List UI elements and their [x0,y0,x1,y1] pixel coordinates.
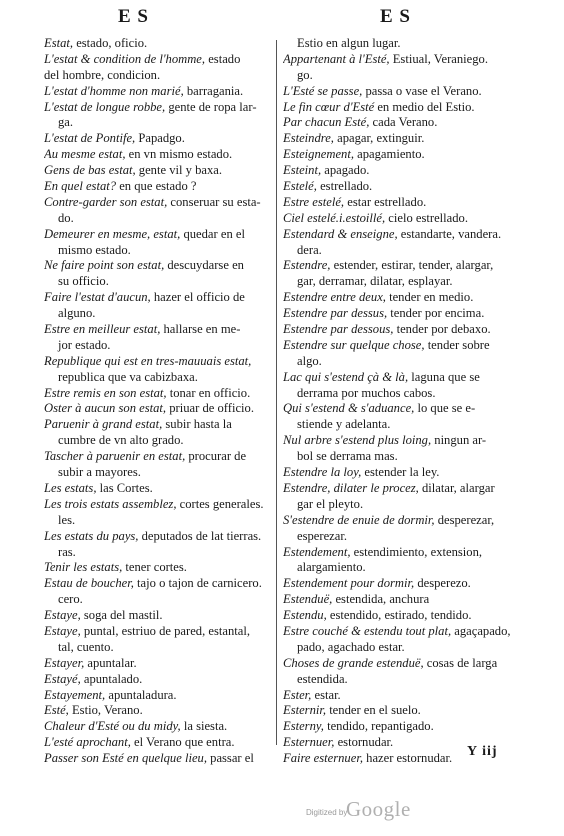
translation: estado, oficio. [76,36,148,50]
dictionary-line [44,640,270,656]
headword: Estaye, [44,608,84,623]
headword: S'estendre de enuie de dormir, [283,512,438,527]
dictionary-line [283,131,525,147]
translation: conseruar su esta- [170,194,261,209]
headword: Esteindre, [283,131,338,146]
translation: tendido, repantigado. [327,719,434,734]
dictionary-line [44,322,270,338]
translation: go. [297,67,313,82]
dictionary-line [283,115,525,131]
translation: lo que se e- [417,401,476,416]
dictionary-line [283,576,525,592]
translation: estendida. [297,671,348,686]
dictionary-line [44,274,270,290]
translation: priuar de officio. [169,401,254,416]
translation: estandarte, vandera. [400,226,502,241]
translation: del hombre, condicion. [44,67,161,82]
translation: estar estrellado. [347,194,427,209]
headword: Tenir les estats, [44,560,126,575]
headword: Appartenant à l'Esté, [283,51,393,66]
dictionary-line [44,338,270,354]
headword: Estendu, [283,608,330,623]
dictionary-line [283,258,525,274]
translation: estendido, estirado, tendido. [329,608,472,623]
translation: gente vil y baxa. [138,163,223,178]
translation: deputados de lat tierras. [141,528,262,543]
translation: estendida, anchura [335,592,430,607]
headword: Ester, [283,687,315,702]
translation: tender sobre [427,337,490,352]
translation: subir hasta la [165,417,232,432]
translation: republica que va cabizbaxa. [58,369,198,384]
translation: laguna que se [411,369,480,384]
headword: Esteignement, [283,147,358,162]
headword: L'estat de longue robbe, [44,99,169,114]
dictionary-line [44,688,270,704]
headword: Estendre par dessus, [283,306,391,321]
dictionary-line [283,624,525,640]
translation: passar el [210,751,254,766]
dictionary-line [44,401,270,417]
translation: tal, cuento. [58,639,114,654]
headword: Esteint, [283,163,325,178]
headword: Nul arbre s'estend plus loing, [283,433,435,448]
dictionary-line [283,370,525,386]
dictionary-line [283,703,525,719]
dictionary-line [283,560,525,576]
dictionary-line [44,497,270,513]
translation: en medio del Estio. [377,99,475,114]
dictionary-line [44,306,270,322]
dictionary-line [283,465,525,481]
dictionary-line [44,354,270,370]
headword: Estendement, [283,544,354,559]
dictionary-line [44,624,270,640]
headword: Les estats, [44,480,100,495]
dictionary-line [44,115,270,131]
translation: apuntalado. [83,671,143,686]
dictionary-line [283,243,525,259]
translation: estado [208,51,241,66]
translation: algo. [297,353,322,368]
translation: desperezo. [417,576,471,591]
dictionary-line [283,52,525,68]
dictionary-line [283,147,525,163]
translation: mismo estado. [58,242,131,257]
headword: Estayé, [44,671,84,686]
headword: Estre en meilleur estat, [44,322,164,337]
dictionary-line [44,227,270,243]
dictionary-line [44,592,270,608]
headword: Estayer, [44,655,88,670]
translation: cada Verano. [372,115,438,130]
right-column [283,36,525,767]
translation: las Cortes. [99,480,153,495]
translation: apagado. [324,163,370,178]
translation: hallarse en me- [163,322,241,337]
translation: hazer el officio de [153,290,245,305]
dictionary-line [44,529,270,545]
headword: Estendre la loy, [283,465,365,480]
running-head-left: E S [118,6,149,27]
headword: Faire l'estat d'aucun, [44,290,154,305]
dictionary-line [44,656,270,672]
translation: soga del mastil. [83,608,163,623]
dictionary-line [283,290,525,306]
translation: dera. [297,242,322,257]
dictionary-line [44,608,270,624]
headword: Par chacun Esté, [283,115,373,130]
translation: estendimiento, extension, [353,544,483,559]
translation: Papadgo. [138,131,185,146]
translation: pado, agachado estar. [297,639,405,654]
translation: en que estado ? [119,179,197,194]
dictionary-line [44,481,270,497]
dictionary-line [44,386,270,402]
dictionary-line [44,417,270,433]
headword: Estelé, [283,179,321,194]
dictionary-line [283,672,525,688]
translation: jor estado. [58,337,111,352]
dictionary-line [283,100,525,116]
translation: en vn mismo estado. [128,147,233,162]
headword: Au mesme estat, [44,147,129,162]
translation: esperezar. [297,528,347,543]
headword: Estre remis en son estat, [44,385,170,400]
headword: Oster à aucun son estat, [44,401,170,416]
dictionary-line [283,497,525,513]
dictionary-line [283,179,525,195]
headword: Passer son Esté en quelque lieu, [44,751,211,766]
translation: passa o vase el Verano. [365,83,482,98]
translation: el Verano que entra. [134,735,235,750]
translation: hazer estornudar. [366,751,453,766]
headword: Esté, [44,703,72,718]
translation: su officio. [58,274,109,289]
translation: ga. [58,115,74,130]
dictionary-line [283,529,525,545]
headword: Estendre entre deux, [283,290,390,305]
dictionary-line [283,513,525,529]
headword: Estendre par dessous, [283,322,397,337]
translation: cumbre de vn alto grado. [58,433,184,448]
dictionary-line [283,481,525,497]
translation: apagar, extinguir. [337,131,425,146]
dictionary-line [44,513,270,529]
translation: tajo o tajon de carnicero. [137,576,262,591]
left-column [44,36,270,767]
headword: Estendre, [283,258,334,273]
headword: L'estat & condition de l'homme, [44,51,209,66]
headword: Les trois estats assemblez, [44,496,180,511]
translation: descuydarse en [167,258,244,273]
signature-mark: Y iij [467,744,498,759]
translation: apagamiento. [357,147,425,162]
translation: agaçapado, [454,623,511,638]
dictionary-line [283,386,525,402]
dictionary-line [44,36,270,52]
headword: Estat, [44,36,77,50]
headword: Gens de bas estat, [44,163,139,178]
dictionary-line [283,163,525,179]
headword: Lac qui s'estend çà & là, [283,369,412,384]
translation: tender por debaxo. [396,322,491,337]
translation: desperezar, [437,512,495,527]
headword: Esternir, [283,703,330,718]
headword: Ne faire point son estat, [44,258,168,273]
dictionary-line [44,735,270,751]
dictionary-line [283,640,525,656]
translation: tender en medio. [389,290,474,305]
translation: estrellado. [320,179,373,194]
dictionary-line [283,656,525,672]
headword: Estre estelé, [283,194,348,209]
translation: subir a mayores. [58,465,141,480]
dictionary-line [283,417,525,433]
translation: ningun ar- [434,433,487,448]
headword: Les estats du pays, [44,528,142,543]
dictionary-line [283,274,525,290]
translation: gar, derramar, dilatar, esplayar. [297,274,453,289]
dictionary-line [44,751,270,767]
headword: Estendre sur quelque chose, [283,337,428,352]
dictionary-line [44,84,270,100]
dictionary-line [44,465,270,481]
running-head-right: E S [380,6,411,27]
dictionary-line [44,131,270,147]
translation: la siesta. [183,719,228,734]
translation: estender la ley. [364,465,440,480]
dictionary-line [283,449,525,465]
translation: tener cortes. [125,560,187,575]
dictionary-line [44,560,270,576]
translation: apuntalar. [87,655,137,670]
translation: alguno. [58,306,96,321]
translation: cortes generales. [179,496,264,511]
translation: cosas de larga [426,655,498,670]
translation: dilatar, alargar [421,480,495,495]
dictionary-line [44,433,270,449]
headword: Estayement, [44,687,109,702]
dictionary-line [44,195,270,211]
dictionary-line [44,449,270,465]
translation: gente de ropa lar- [168,99,257,114]
dictionary-line [283,227,525,243]
dictionary-line [44,290,270,306]
dictionary-line [283,719,525,735]
dictionary-line [44,703,270,719]
page-header [0,6,564,36]
headword: Estendre, dilater le procez, [283,480,422,495]
headword: Estre couché & estendu tout plat, [283,623,455,638]
translation: cero. [58,592,83,607]
translation: procurar de [188,449,247,464]
dictionary-line [44,163,270,179]
headword: L'estat d'homme non marié, [44,83,187,98]
translation: tonar en officio. [169,385,251,400]
translation: les. [58,512,76,527]
headword: Qui s'estend & s'aduance, [283,401,418,416]
dictionary-line [44,719,270,735]
dictionary-line [283,401,525,417]
translation: estender, estirar, tender, alargar, [333,258,494,273]
dictionary-line [44,258,270,274]
headword: Choses de grande estenduë, [283,655,427,670]
digitized-by-label: Digitized by [306,808,348,817]
dictionary-line [283,322,525,338]
dictionary-line [44,576,270,592]
translation: Estio en algun lugar. [297,36,401,50]
translation: gar el pleyto. [297,496,364,511]
headword: Faire esternuer, [283,751,367,766]
headword: L'Esté se passe, [283,83,366,98]
column-divider [276,40,277,745]
headword: En quel estat? [44,179,120,194]
translation: stiende y adelanta. [297,417,391,432]
dictionary-line [283,545,525,561]
translation: derrama por muchos cabos. [297,385,436,400]
translation: quedar en el [183,226,245,241]
headword: Estendement pour dormir, [283,576,418,591]
headword: Esternuer, [283,735,338,750]
translation: estornudar. [337,735,394,750]
dictionary-line [283,211,525,227]
translation: tender en el suelo. [329,703,421,718]
dictionary-line [283,608,525,624]
headword: Estendard & enseigne, [283,226,401,241]
dictionary-line [283,36,525,52]
translation: Estio, Verano. [71,703,143,718]
headword: L'esté aprochant, [44,735,135,750]
headword: Ciel estelé.i.estoillé, [283,210,389,225]
dictionary-line [44,545,270,561]
translation: estar. [314,687,341,702]
headword: L'estat de Pontife, [44,131,139,146]
headword: Demeurer en mesme, estat, [44,226,184,241]
google-logo: Google [346,797,411,821]
headword: Chaleur d'Esté ou du midy, [44,719,184,734]
translation: apuntaladura. [108,687,177,702]
headword: Republique qui est en tres-mauuais estat, [44,353,252,368]
headword: Paruenir à grand estat, [44,417,166,432]
dictionary-line [283,84,525,100]
dictionary-line [283,433,525,449]
dictionary-line [283,338,525,354]
translation: tender por encima. [390,306,485,321]
headword: Tascher à paruenir en estat, [44,449,189,464]
headword: Contre-garder son estat, [44,194,171,209]
google-watermark [282,796,442,826]
headword: Le fin cœur d'Esté [283,99,378,114]
dictionary-line [283,354,525,370]
headword: Estaye, [44,623,84,638]
dictionary-line [44,243,270,259]
translation: do. [58,210,74,225]
dictionary-line [283,68,525,84]
headword: Estau de boucher, [44,576,138,591]
dictionary-line [44,672,270,688]
headword: Esterny, [283,719,328,734]
translation: bol se derrama mas. [297,449,398,464]
dictionary-line [44,100,270,116]
dictionary-line [44,179,270,195]
dictionary-line [283,306,525,322]
translation: barragania. [186,83,244,98]
dictionary-line [44,211,270,227]
translation: ras. [58,544,76,559]
headword: Estenduë, [283,592,336,607]
dictionary-line [44,370,270,386]
translation: cielo estrellado. [388,210,469,225]
translation: alargamiento. [297,560,366,575]
dictionary-line [44,147,270,163]
translation: puntal, estriuo de pared, estantal, [83,623,250,638]
dictionary-line [283,688,525,704]
dictionary-line [44,52,270,68]
translation: Estiual, Veraniego. [392,51,488,66]
dictionary-line [44,68,270,84]
dictionary-line [283,195,525,211]
dictionary-line [283,592,525,608]
